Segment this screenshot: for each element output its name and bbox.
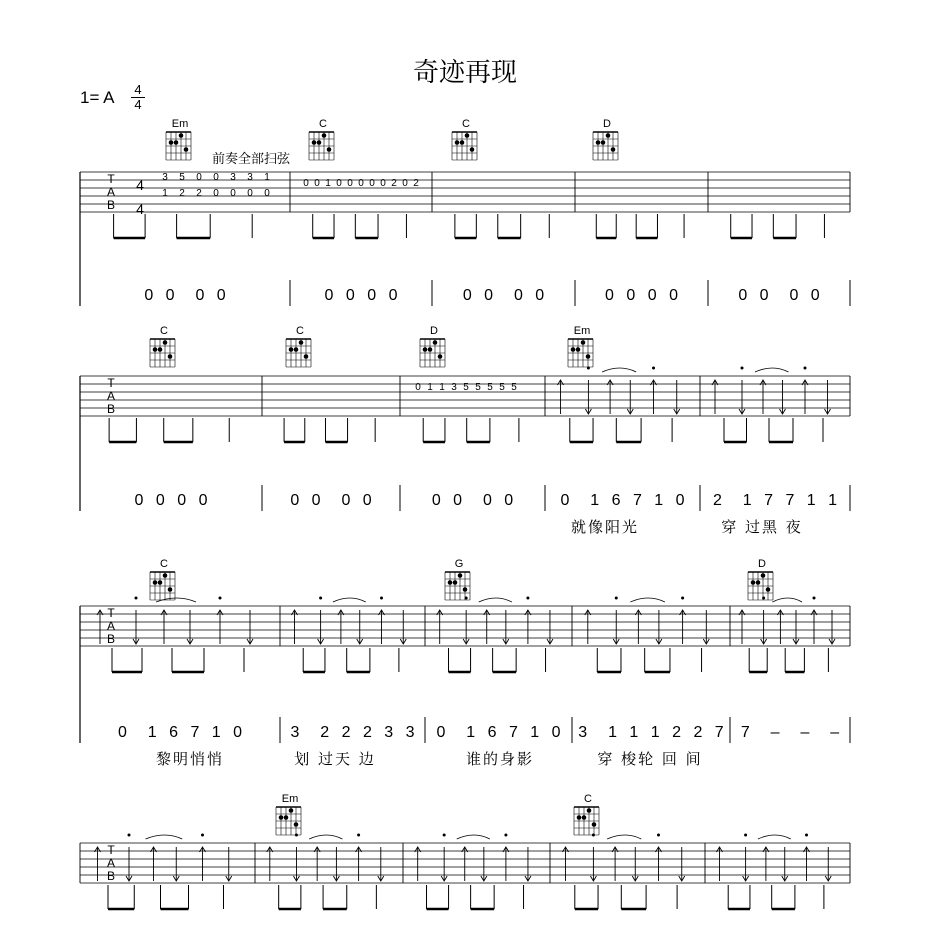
tab-number: 0 [230, 188, 236, 199]
accent-dot [681, 597, 684, 600]
accent-dot [805, 834, 808, 837]
chord-dot [153, 580, 158, 585]
chord-dot [458, 573, 463, 578]
tab-number: 2 [196, 188, 202, 199]
notation-measure: 0 1 6 7 1 0 [436, 724, 565, 741]
chord-dot [284, 815, 289, 820]
tab-number: 0 [314, 178, 320, 189]
chord-dot [163, 573, 168, 578]
tab-number: 0 [415, 382, 421, 393]
tab-letter: A [106, 185, 116, 199]
chord-dot [438, 354, 443, 359]
chord-dot [460, 140, 465, 145]
chord-dot [601, 140, 606, 145]
tie-arc [146, 835, 183, 839]
chord-dot [158, 347, 163, 352]
chord-name: C [584, 793, 592, 805]
time-signature-bottom: 4 [134, 97, 142, 112]
chord-dot [289, 347, 294, 352]
chord-name: D [430, 325, 438, 337]
tie-arc [630, 598, 665, 602]
tab-number: 5 [511, 382, 517, 393]
chord-dot [168, 354, 173, 359]
chord-dot [153, 347, 158, 352]
chord-name: Em [573, 325, 591, 337]
chord-name: D [758, 558, 766, 570]
tab-number: 2 [179, 188, 185, 199]
staff-time-bottom: 4 [136, 201, 144, 217]
notation-measure: 3 1 1 1 2 2 7 [578, 724, 728, 741]
notation-measure: 0 0 0 0 [431, 492, 518, 509]
chord-dot [158, 580, 163, 585]
tab-number: 0 [336, 178, 342, 189]
tab-number: 5 [487, 382, 493, 393]
tab-number: 0 [358, 178, 364, 189]
tab-letter: B [106, 198, 116, 212]
accent-dot [744, 834, 747, 837]
time-signature-top: 4 [134, 82, 142, 97]
chord-dot [576, 347, 581, 352]
accent-dot [135, 597, 138, 600]
accent-dot [319, 597, 322, 600]
chord-dot [470, 147, 475, 152]
tab-letter: A [106, 856, 116, 870]
tie-arc [607, 835, 641, 839]
tab-number: 0 [347, 178, 353, 189]
chord-dot [322, 133, 327, 138]
tie-arc [755, 368, 789, 372]
lyric-line: 黎明悄悄 [155, 750, 225, 768]
chord-dot [163, 340, 168, 345]
accent-dot [652, 367, 655, 370]
notation-measure: 0 1 6 7 1 0 [560, 492, 689, 509]
accent-dot [804, 367, 807, 370]
tab-number: 0 [303, 178, 309, 189]
chord-dot [455, 140, 460, 145]
chord-dot [433, 340, 438, 345]
lyric-line: 穿 过黑 夜 [721, 518, 803, 536]
song-title: 奇迹再现 [412, 58, 517, 88]
tab-number: 2 [413, 178, 419, 189]
chord-dot [289, 808, 294, 813]
tab-number: 3 [230, 172, 236, 183]
notation-measure: 0 1 6 7 1 0 [117, 724, 247, 741]
tab-number: 0 [196, 172, 202, 183]
chord-dot [448, 580, 453, 585]
accent-dot [741, 367, 744, 370]
chord-dot [453, 580, 458, 585]
chord-dot [168, 587, 173, 592]
tab-number: 1 [427, 382, 433, 393]
notation-measure: 0 0 0 0 [605, 287, 682, 304]
chord-dot [184, 147, 189, 152]
chord-dot [761, 573, 766, 578]
chord-dot [299, 340, 304, 345]
accent-dot [443, 834, 446, 837]
tab-number: 2 [391, 178, 397, 189]
accent-dot [762, 597, 765, 600]
chord-dot [294, 347, 299, 352]
tab-letter: B [106, 402, 116, 416]
chord-dot [592, 822, 597, 827]
tab-number: 3 [162, 172, 168, 183]
notation-measure: 2 1 7 7 1 1 [712, 492, 842, 509]
lyric-line: 划 过天 边 [294, 750, 376, 768]
staff-time-top: 4 [136, 177, 144, 193]
lyric-line: 谁的身影 [465, 750, 535, 768]
accent-dot [380, 597, 383, 600]
notation-measure: 0 0 0 0 [462, 287, 549, 304]
chord-name: Em [281, 793, 299, 805]
tab-number: 0 [247, 188, 253, 199]
chord-dot [463, 587, 468, 592]
chord-name: G [454, 558, 464, 570]
chord-dot [766, 587, 771, 592]
chord-dot [423, 347, 428, 352]
chord-name: C [160, 558, 168, 570]
key-signature: 1= A [80, 88, 115, 107]
chord-dot [304, 354, 309, 359]
chord-dot [294, 822, 299, 827]
chord-name: C [319, 118, 327, 130]
chord-dot [169, 140, 174, 145]
tab-number: 3 [247, 172, 253, 183]
chord-dot [174, 140, 179, 145]
chord-dot [587, 808, 592, 813]
notation-measure: 3 2 2 2 3 3 [290, 724, 419, 741]
tab-letter: T [107, 843, 115, 857]
tab-number: 1 [439, 382, 445, 393]
chord-dot [279, 815, 284, 820]
tab-letter: T [107, 606, 115, 620]
notation-measure: 0 0 0 0 [144, 287, 230, 304]
chord-dot [327, 147, 332, 152]
accent-dot [813, 597, 816, 600]
tab-number: 1 [325, 178, 331, 189]
tab-letter: T [107, 376, 115, 390]
tab-number: 0 [402, 178, 408, 189]
chord-dot [312, 140, 317, 145]
notation-measure: 0 0 0 0 [738, 287, 824, 304]
tab-number: 1 [264, 172, 270, 183]
tab-number: 5 [475, 382, 481, 393]
tie-arc [602, 368, 636, 372]
accent-dot [357, 834, 360, 837]
accent-dot [219, 597, 222, 600]
accent-dot [657, 834, 660, 837]
tab-number: 0 [213, 172, 219, 183]
notation-measure: 0 0 0 0 [290, 492, 376, 509]
chord-dot [606, 133, 611, 138]
tab-number: 5 [499, 382, 505, 393]
tab-number: 5 [179, 172, 185, 183]
chord-name: D [603, 118, 611, 130]
chord-dot [596, 140, 601, 145]
notation-measure: 0 0 0 0 [324, 287, 402, 304]
chord-dot [611, 147, 616, 152]
tab-letter: B [106, 869, 116, 883]
tab-letter: B [106, 632, 116, 646]
lyric-line: 就像阳光 [570, 518, 640, 536]
chord-name: C [462, 118, 470, 130]
chord-dot [756, 580, 761, 585]
chord-dot [465, 133, 470, 138]
accent-dot [615, 597, 618, 600]
accent-dot [526, 597, 529, 600]
accent-dot [128, 834, 131, 837]
tab-number: 5 [463, 382, 469, 393]
chord-dot [577, 815, 582, 820]
chord-name: C [160, 325, 168, 337]
tab-letter: A [106, 389, 116, 403]
chord-dot [428, 347, 433, 352]
chord-dot [179, 133, 184, 138]
tab-letter: T [107, 172, 115, 186]
tab-number: 0 [380, 178, 386, 189]
chord-dot [317, 140, 322, 145]
chord-dot [571, 347, 576, 352]
accent-dot [504, 834, 507, 837]
tab-number: 1 [162, 188, 168, 199]
accent-dot [201, 834, 204, 837]
chord-dot [586, 354, 591, 359]
tie-arc [758, 835, 791, 839]
tab-number: 0 [213, 188, 219, 199]
notation-measure: 0 0 0 0 [134, 492, 212, 509]
chord-dot [581, 340, 586, 345]
tie-arc [479, 598, 512, 602]
tie-arc [457, 835, 490, 839]
chord-dot [582, 815, 587, 820]
tie-arc [772, 598, 802, 602]
chord-name: C [296, 325, 304, 337]
tab-number: 0 [264, 188, 270, 199]
tie-arc [309, 835, 342, 839]
notation-measure: 7 – – – [740, 724, 844, 741]
tab-letter: A [106, 619, 116, 633]
tie-arc [333, 598, 366, 602]
lyric-line: 穿 梭轮 回 间 [597, 750, 703, 768]
tab-number: 3 [451, 382, 457, 393]
chord-name: Em [171, 118, 189, 130]
chord-dot [751, 580, 756, 585]
intro-strum-note: 前奏全部扫弦 [212, 152, 291, 167]
tab-number: 0 [369, 178, 375, 189]
